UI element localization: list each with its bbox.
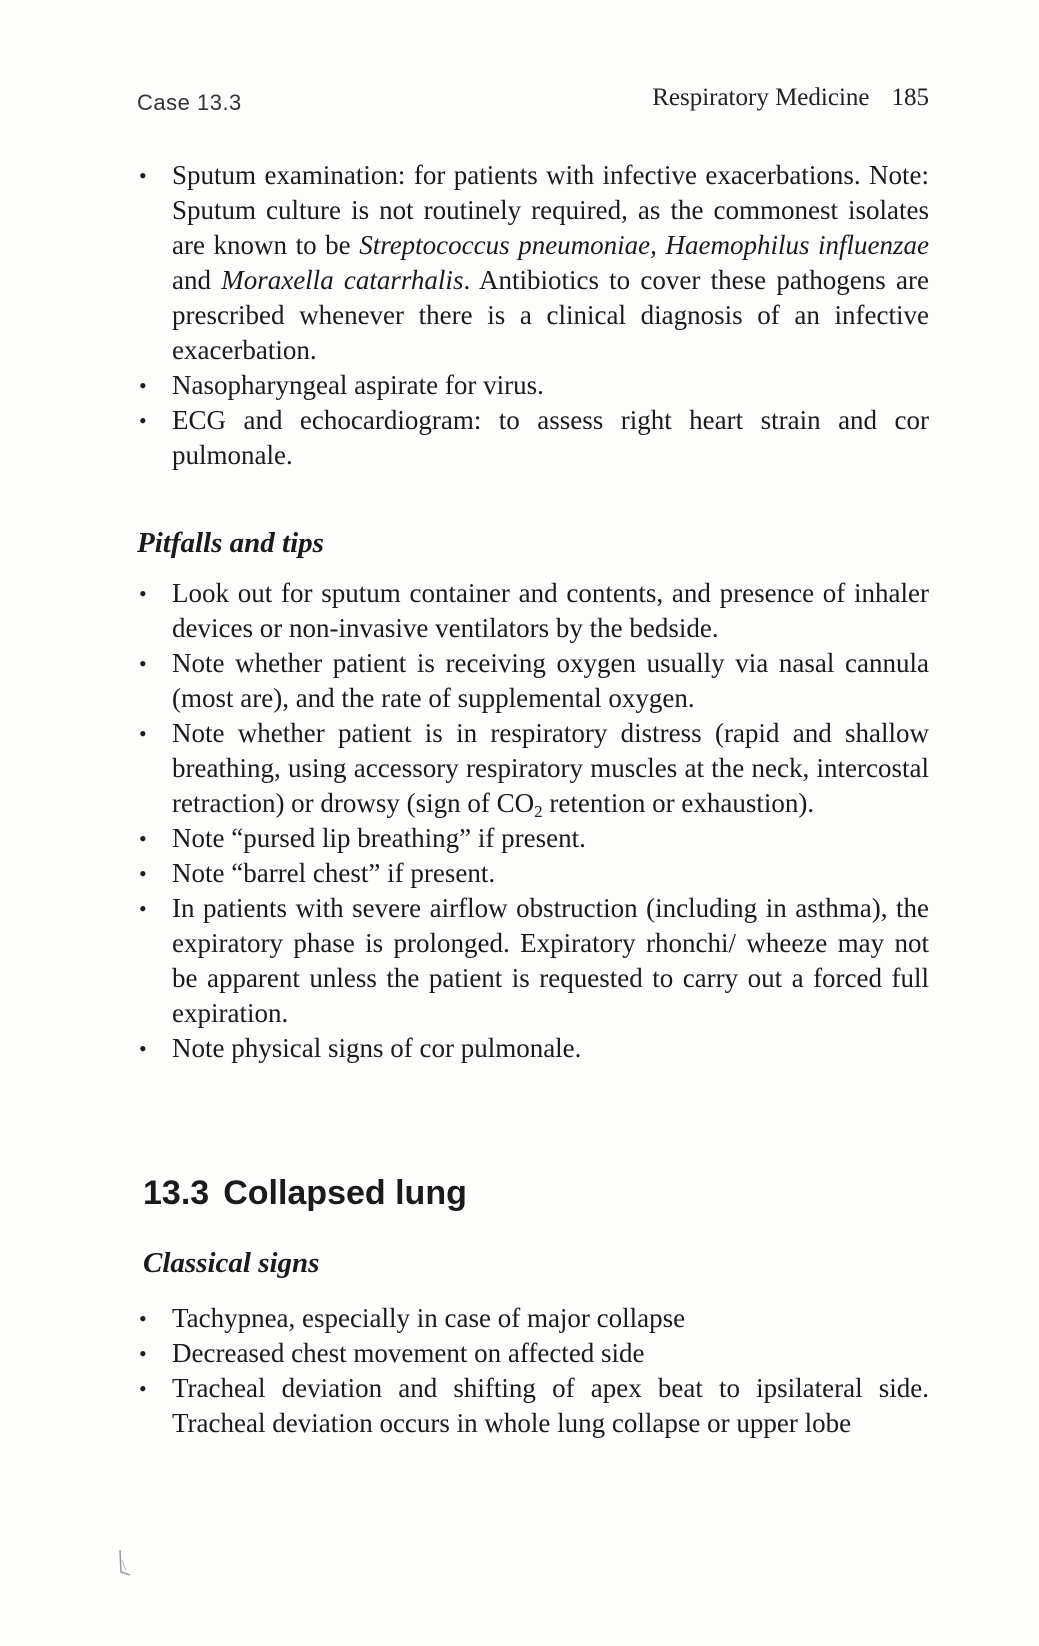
classical-signs-heading: Classical signs: [143, 1247, 320, 1279]
item-text: Note whether patient is in respiratory distress (rapid and shallow breathing, using accessory respiratory muscles at the neck, intercostal retraction) or drowsy (sign of CO: [172, 718, 929, 818]
item-text: . Antibiotics to cover these pathogens are prescribed whenever there is a clinical diagnosis of an infective exacerbation.: [172, 265, 929, 365]
list-item: [139, 716, 929, 821]
item-text: and: [172, 265, 222, 295]
item-text: retention or exhaustion).: [542, 788, 815, 818]
case-label: Case 13.3: [137, 90, 242, 115]
list-item: • Decreased chest movement on affected side: [139, 1336, 929, 1371]
list-item: • In patients with severe airflow obstruction (including in asthma), the expiratory phase is prolonged. Expiratory rhonchi/ wheeze may not be apparent unless the patient is requested to carry out a forced full expiration.: [139, 891, 929, 1031]
pitfalls-list: [139, 576, 929, 1066]
section-title: Collapsed lung: [223, 1174, 467, 1212]
organism-names: Streptococcus pneumoniae, Haemophilus influenzae: [359, 230, 930, 260]
list-item: • Note “barrel chest” if present.: [139, 856, 929, 891]
organism-name: Moraxella catarrhalis: [221, 265, 464, 295]
page-number: 185: [891, 84, 929, 111]
list-item: • Note “pursed lip breathing” if present.: [139, 821, 929, 856]
scan-mark-icon: [118, 1548, 132, 1578]
list-item: • Note physical signs of cor pulmonale.: [139, 1031, 929, 1066]
running-header: [652, 84, 929, 112]
classical-signs-list: [139, 1301, 929, 1441]
section-heading: [143, 1174, 467, 1213]
list-item: • Look out for sputum container and contents, and presence of inhaler devices or non-invasive ventilators by the bedside.: [139, 576, 929, 646]
list-item: • Tachypnea, especially in case of major collapse: [139, 1301, 929, 1336]
page-header: [137, 84, 929, 124]
section-number: 13.3: [143, 1174, 210, 1212]
running-title: Respiratory Medicine: [652, 84, 870, 111]
subscript: 2: [534, 802, 543, 821]
list-item: [139, 158, 929, 368]
list-item: • Tracheal deviation and shifting of apex beat to ipsilateral side. Tracheal deviation occurs in whole lung collapse or upper lobe: [139, 1371, 929, 1441]
pitfalls-heading: Pitfalls and tips: [137, 527, 324, 559]
list-item: • Nasopharyngeal aspirate for virus.: [139, 368, 929, 403]
investigations-list: [139, 158, 929, 473]
item-text: Sputum examination: for patients with infective exacerbations. Note: Sputum culture is not routinely required, as the commonest isolates are known to be: [172, 160, 929, 260]
list-item: • ECG and echocardiogram: to assess right heart strain and cor pulmonale.: [139, 403, 929, 473]
list-item: • Note whether patient is receiving oxygen usually via nasal cannula (most are), and the rate of supplemental oxygen.: [139, 646, 929, 716]
